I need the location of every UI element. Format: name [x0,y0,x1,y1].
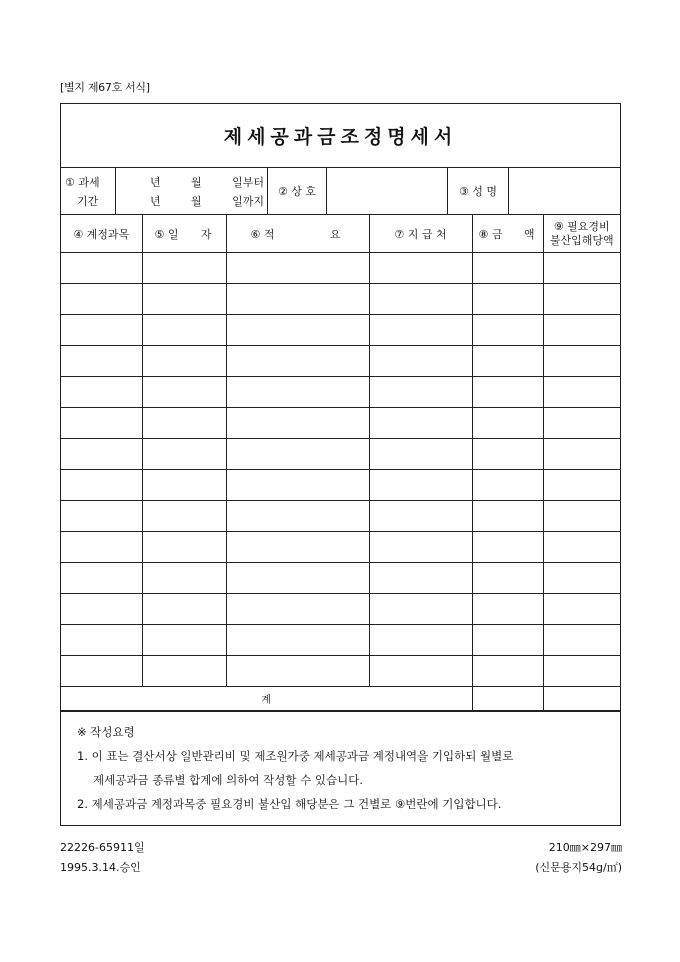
cell-account[interactable] [61,532,142,563]
cell-nondeductible[interactable] [543,377,620,408]
cell-account[interactable] [61,408,142,439]
cell-summary[interactable] [226,470,369,501]
table-row [61,346,620,377]
cell-summary[interactable] [226,377,369,408]
header-nondeductible: ⑨ 필요경비 불산입해당액 [543,215,620,253]
cell-account[interactable] [61,377,142,408]
cell-account[interactable] [61,253,142,284]
cell-nondeductible[interactable] [543,346,620,377]
period-label-1: ① 과세 [65,175,100,189]
cell-payee[interactable] [369,377,472,408]
instruction-2: 2. 제세공과금 계정과목중 필요경비 불산입 해당분은 그 건별로 ⑨번란에 기입합니다. [77,797,502,811]
cell-nondeductible[interactable] [543,253,620,284]
cell-amount[interactable] [472,501,543,532]
to-year: 년 [150,194,161,208]
detail-table [61,215,620,711]
company-value-cell[interactable] [327,168,448,214]
table-row [61,594,620,625]
cell-payee[interactable] [369,656,472,687]
instructions-heading: ※ 작성요령 [77,725,135,739]
cell-amount[interactable] [472,346,543,377]
footer-left [60,838,145,878]
period-from-line [116,174,267,190]
cell-amount[interactable] [472,408,543,439]
cell-payee[interactable] [369,594,472,625]
table-row [61,656,620,687]
cell-account[interactable] [61,470,142,501]
cell-amount[interactable] [472,284,543,315]
cell-payee[interactable] [369,532,472,563]
cell-nondeductible[interactable] [543,594,620,625]
cell-payee[interactable] [369,439,472,470]
cell-account[interactable] [61,594,142,625]
cell-account[interactable] [61,501,142,532]
cell-amount[interactable] [472,563,543,594]
cell-summary[interactable] [226,532,369,563]
table-row [61,501,620,532]
cell-date[interactable] [142,594,226,625]
cell-payee[interactable] [369,284,472,315]
cell-date[interactable] [142,284,226,315]
cell-amount[interactable] [472,315,543,346]
name-label-cell [448,168,509,214]
cell-date[interactable] [142,346,226,377]
cell-nondeductible[interactable] [543,284,620,315]
table-header-row [61,215,620,253]
cell-date[interactable] [142,408,226,439]
cell-amount[interactable] [472,377,543,408]
header-account: ④ 계정과목 [61,215,142,253]
table-row [61,532,620,563]
period-value-cell[interactable] [116,168,268,214]
cell-nondeductible[interactable] [543,532,620,563]
paper-size: 210㎜×297㎜ [548,841,622,854]
period-label-cell [61,168,116,214]
to-day: 일까지 [232,194,264,208]
cell-account[interactable] [61,625,142,656]
cell-amount[interactable] [472,625,543,656]
cell-summary[interactable] [226,563,369,594]
cell-summary[interactable] [226,594,369,625]
cell-date[interactable] [142,439,226,470]
cell-summary[interactable] [226,439,369,470]
header-summary: ⑥ 적 요 [226,215,369,253]
cell-amount[interactable] [472,439,543,470]
from-month: 월 [191,175,202,189]
cell-date[interactable] [142,563,226,594]
form-number-label: [별지 제67호 서식] [60,81,150,94]
instructions [61,711,620,825]
cell-nondeductible[interactable] [543,656,620,687]
total-amount-cell[interactable] [472,687,543,711]
table-row [61,253,620,284]
paper-spec: (신문용지54g/㎡) [535,861,622,874]
from-year: 년 [150,175,161,189]
table-row [61,625,620,656]
cell-account[interactable] [61,439,142,470]
cell-summary[interactable] [226,501,369,532]
form-title: 제세공과금조정명세서 [223,126,458,148]
cell-nondeductible[interactable] [543,501,620,532]
approval-date: 1995.3.14.승인 [60,861,141,874]
instruction-1-line-1: 1. 이 표는 결산서상 일반관리비 및 제조원가중 제세공과금 계정내역을 기입하되 월별로 [77,749,514,763]
table-row [61,408,620,439]
table-row [61,377,620,408]
cell-account[interactable] [61,315,142,346]
cell-account[interactable] [61,346,142,377]
form-code: 22226-65911일 [60,841,145,854]
table-row [61,284,620,315]
total-label-cell [61,687,472,711]
header-amount: ⑧ 금 액 [472,215,543,253]
cell-amount[interactable] [472,594,543,625]
name-value-cell[interactable] [509,168,620,214]
cell-nondeductible[interactable] [543,315,620,346]
company-label: ② 상 호 [277,185,317,198]
company-label-cell [268,168,327,214]
header-payee: ⑦ 지 급 처 [369,215,472,253]
cell-summary[interactable] [226,315,369,346]
cell-account[interactable] [61,284,142,315]
total-nondeductible-cell[interactable] [543,687,620,711]
cell-account[interactable] [61,656,142,687]
cell-payee[interactable] [369,563,472,594]
form-sheet [60,103,621,826]
cell-payee[interactable] [369,408,472,439]
cell-date[interactable] [142,315,226,346]
cell-nondeductible[interactable] [543,439,620,470]
cell-amount[interactable] [472,656,543,687]
name-label: ③ 성 명 [458,185,498,198]
cell-date[interactable] [142,656,226,687]
cell-amount[interactable] [472,470,543,501]
cell-summary[interactable] [226,408,369,439]
cell-summary[interactable] [226,625,369,656]
cell-nondeductible[interactable] [543,408,620,439]
table-row [61,563,620,594]
cell-payee[interactable] [369,501,472,532]
cell-date[interactable] [142,532,226,563]
cell-summary[interactable] [226,284,369,315]
cell-summary[interactable] [226,253,369,284]
cell-date[interactable] [142,377,226,408]
instruction-1-line-2: 제세공과금 종류별 합계에 의하여 작성할 수 있습니다. [93,773,363,787]
table-row [61,315,620,346]
table-row [61,470,620,501]
cell-nondeductible[interactable] [543,470,620,501]
cell-payee[interactable] [369,470,472,501]
title-row [61,104,620,168]
period-label-2: 기간 [77,194,99,208]
period-to-line [116,193,267,209]
cell-payee[interactable] [369,315,472,346]
cell-nondeductible[interactable] [543,563,620,594]
total-label: 계 [261,695,272,706]
footer-right [535,838,622,878]
table-row [61,439,620,470]
cell-date[interactable] [142,470,226,501]
cell-payee[interactable] [369,346,472,377]
cell-amount[interactable] [472,253,543,284]
cell-nondeductible[interactable] [543,625,620,656]
from-day: 일부터 [232,175,264,189]
cell-date[interactable] [142,253,226,284]
cell-summary[interactable] [226,656,369,687]
cell-account[interactable] [61,563,142,594]
header-date: ⑤ 일 자 [142,215,226,253]
to-month: 월 [191,194,202,208]
info-row [61,168,620,215]
cell-date[interactable] [142,625,226,656]
cell-amount[interactable] [472,532,543,563]
total-row [61,687,620,711]
cell-date[interactable] [142,501,226,532]
cell-payee[interactable] [369,625,472,656]
cell-payee[interactable] [369,253,472,284]
cell-summary[interactable] [226,346,369,377]
